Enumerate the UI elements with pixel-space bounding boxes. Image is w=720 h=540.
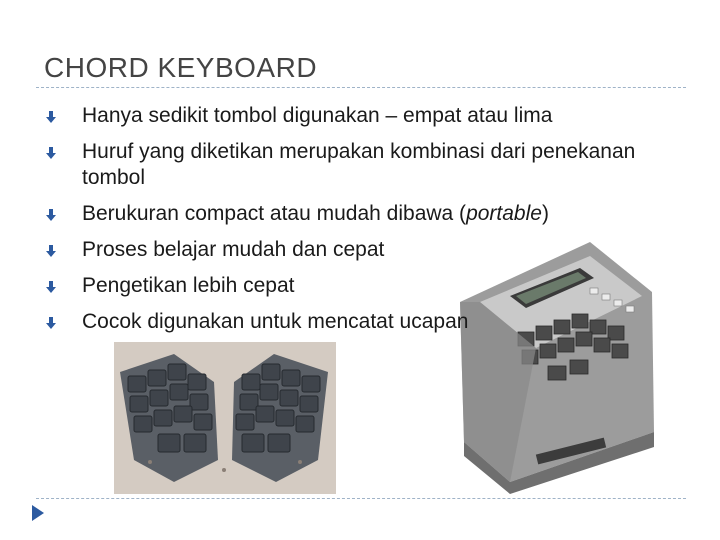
title-divider (36, 87, 686, 88)
slide-title: CHORD KEYBOARD (44, 52, 318, 83)
bullet-text: Proses belajar mudah dan cepat (82, 238, 385, 261)
bullet-item (44, 139, 684, 191)
triangle-right-icon (30, 503, 46, 523)
bullet-item (44, 309, 684, 335)
down-arrow-icon (44, 244, 58, 258)
bullet-text: Hanya sedikit tombol digunakan – empat atau lima (82, 104, 553, 127)
bullet-list (44, 103, 684, 345)
bullet-text-tail: ) (541, 202, 549, 225)
down-arrow-icon (44, 146, 58, 160)
bullet-item (44, 237, 684, 263)
bullet-text: Huruf yang diketikan merupakan kombinasi dari penekanan tombol (82, 140, 636, 189)
bullet-text: Berukuran compact atau mudah dibawa ( (82, 202, 467, 225)
down-arrow-icon (44, 316, 58, 330)
bullet-item (44, 201, 684, 227)
down-arrow-icon (44, 208, 58, 222)
bullet-item (44, 273, 684, 299)
down-arrow-icon (44, 280, 58, 294)
bullet-text: Pengetikan lebih cepat (82, 274, 295, 297)
bullet-item (44, 103, 684, 129)
footer-divider (36, 498, 686, 499)
bullet-emphasis: portable (466, 202, 542, 225)
down-arrow-icon (44, 110, 58, 124)
chord-keypads-image (114, 342, 336, 494)
bullet-text: Cocok digunakan untuk mencatat ucapan (82, 310, 469, 333)
